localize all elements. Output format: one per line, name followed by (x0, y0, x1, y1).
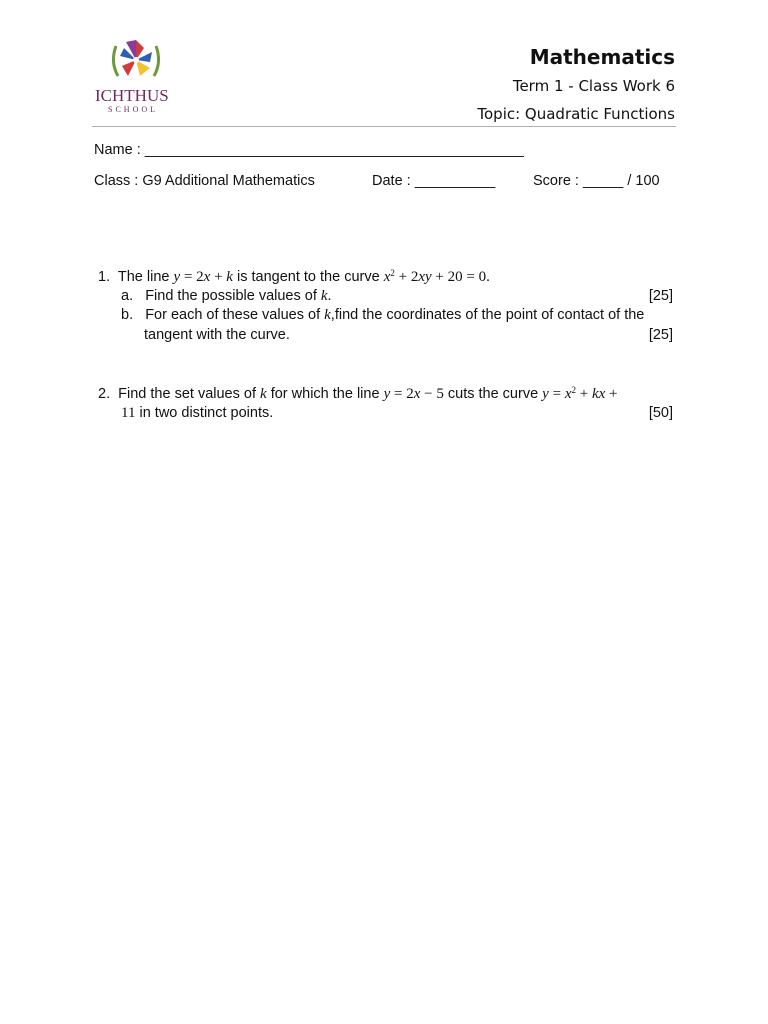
variable-k: k. (320, 288, 332, 304)
name-row (94, 142, 524, 158)
score-field[interactable]: _____ (582, 173, 624, 189)
logo-name: ICHTHUS (95, 86, 169, 105)
part-label: b. (121, 307, 134, 323)
date-field[interactable]: __________ (414, 173, 496, 189)
mark-1b: [25] (648, 327, 673, 343)
term-label: Term 1 - Class Work 6 (512, 77, 675, 95)
crest-icon (106, 36, 166, 84)
score-total: / 100 (627, 173, 660, 189)
question-1b (121, 307, 644, 324)
question-1 (98, 268, 490, 286)
score-row (533, 173, 660, 189)
date-label: Date : (372, 173, 411, 189)
equation-line: y = 2x + k (173, 269, 233, 285)
class-label: Class : G9 Additional Mathematics (94, 173, 315, 189)
question-text: in two distinct points. (139, 405, 274, 421)
school-logo (92, 36, 182, 120)
equation-line: y = 2x − 5 (383, 386, 444, 402)
topic-label: Topic: Quadratic Functions (477, 105, 675, 123)
question-text: cuts the curve (447, 386, 539, 402)
question-2-cont (121, 405, 273, 422)
header-divider (92, 126, 676, 127)
question-number: 1. (98, 269, 111, 285)
name-field[interactable]: _______________________________________________ (144, 142, 524, 158)
question-text: for which the line (270, 386, 380, 402)
variable-k: k (260, 386, 267, 402)
question-1a (121, 288, 331, 305)
equation-constant: 11 (121, 405, 136, 421)
date-row (372, 173, 495, 189)
part-label: a. (121, 288, 134, 304)
subject-title: Mathematics (529, 45, 675, 69)
question-1b-cont: tangent with the curve. (144, 327, 290, 343)
logo-subtitle: SCHOOL (108, 105, 159, 114)
variable-k: k (324, 307, 331, 323)
name-label: Name : (94, 142, 141, 158)
question-text: Find the possible values of (145, 288, 317, 304)
question-text: The line (117, 269, 170, 285)
question-2 (98, 385, 618, 403)
mark-1a: [25] (648, 288, 673, 304)
question-text: ,find the coordinates of the point of contact of the (330, 307, 645, 323)
question-text: is tangent to the curve (237, 269, 380, 285)
question-text: Find the set values of (118, 386, 256, 402)
question-text: For each of these values of (145, 307, 321, 323)
mark-2: [50] (648, 405, 673, 421)
equation-curve: $x^2 + 2xy + 20 = 0$. (383, 268, 490, 285)
equation-curve: $y = x^2$ + kx + (542, 385, 618, 402)
question-number: 2. (98, 386, 111, 402)
score-label: Score : (533, 173, 579, 189)
